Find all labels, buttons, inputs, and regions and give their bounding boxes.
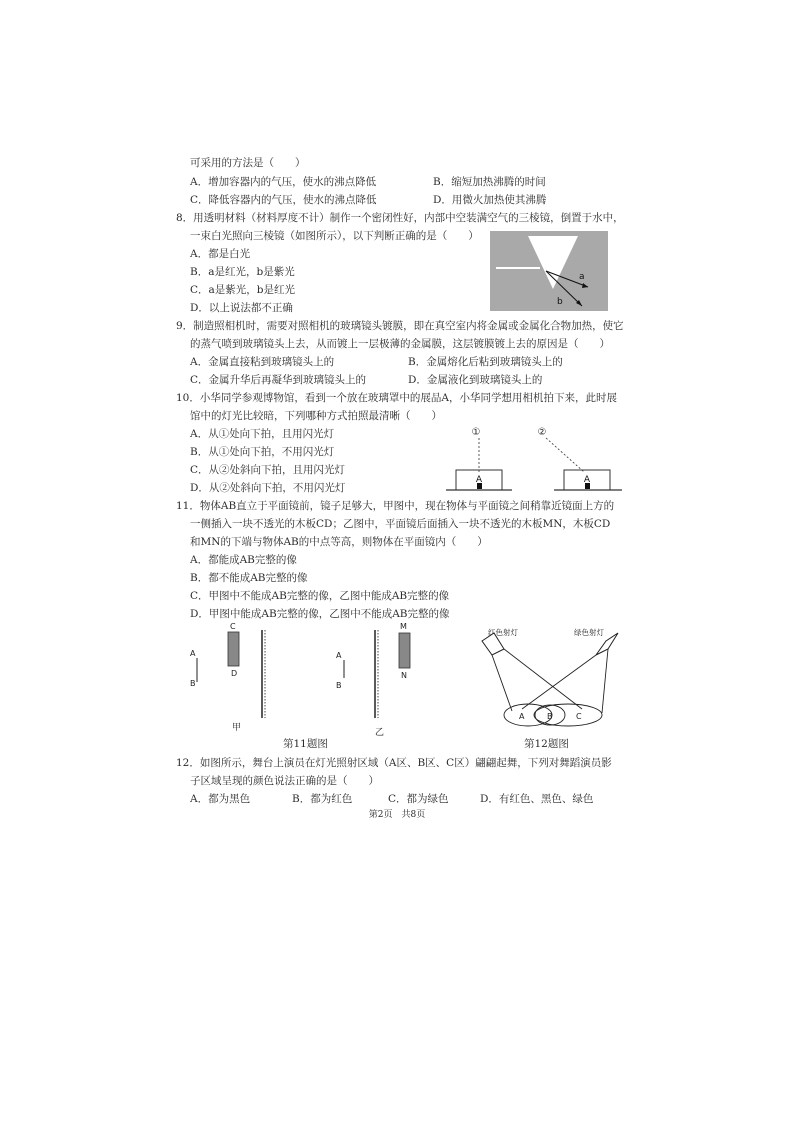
q12-option-d: D．有红色、黑色、绿色 bbox=[480, 793, 594, 805]
q10-exhibit-label-1: A bbox=[475, 475, 483, 485]
q8-option-c: C．a是紫光，b是红光 bbox=[190, 284, 296, 296]
q12-zone-a-label: A bbox=[519, 712, 525, 721]
q12-figure-caption: 第12题图 bbox=[524, 738, 569, 750]
q11-board-d-label: D bbox=[231, 669, 238, 678]
q11-board-c-label: C bbox=[230, 622, 236, 631]
q11-stem-line1: 11．物体AB直立于平面镜前，镜子足够大，甲图中，现在物体与平面镜之间稍靠近镜面上方的 bbox=[176, 500, 615, 512]
q10-option-c: C．从②处斜向下拍，且用闪光灯 bbox=[190, 464, 346, 476]
q9-option-a: A．金属直接粘到玻璃镜头上的 bbox=[190, 356, 335, 368]
q11-option-b: B．都不能成AB完整的像 bbox=[190, 572, 308, 584]
q11-yi-label: 乙 bbox=[375, 728, 385, 738]
q8-ray-b-label: b bbox=[557, 297, 563, 307]
q12-option-c: C．都为绿色 bbox=[388, 793, 449, 805]
q10-position-2-label: ② bbox=[537, 427, 547, 438]
q11-yi-point-b: B bbox=[336, 681, 342, 690]
q8-stem-line2: 一束白光照向三棱镜（如图所示），以下判断正确的是（ ） bbox=[190, 230, 479, 242]
q12-stem-line2: 子区域呈现的颜色说法正确的是（ ） bbox=[190, 775, 379, 787]
q9-option-b: B．金属熔化后粘到玻璃镜头上的 bbox=[408, 356, 563, 368]
q12-green-light-label: 绿色射灯 bbox=[574, 628, 604, 637]
q12-stem-line1: 12．如图所示，舞台上演员在灯光照射区域（A区、B区、C区）翩翩起舞，下列对舞蹈演员影 bbox=[176, 757, 612, 769]
q10-position-1-label: ① bbox=[471, 427, 481, 438]
q7-continuation: 可采用的方法是（ ） bbox=[190, 157, 306, 169]
q8-ray-a-label: a bbox=[579, 272, 585, 282]
q10-camera-figure bbox=[446, 422, 626, 494]
q11-stem-line2: 一侧插入一块不透光的木板CD；乙图中，平面镜后面插入一块不透光的木板MN，木板CD bbox=[190, 518, 611, 530]
q9-option-d: D．金属液化到玻璃镜头上的 bbox=[408, 374, 543, 386]
q11-jia-point-b: B bbox=[190, 679, 196, 688]
q12-option-a: A．都为黑色 bbox=[190, 793, 251, 805]
q11-board-m-label: M bbox=[400, 622, 407, 631]
q9-stem-line1: 9．制造照相机时，需要对照相机的玻璃镜头镀膜，即在真空室内将金属或金属化合物加热，使它 bbox=[176, 320, 624, 332]
q10-stem-line1: 10．小华同学参观博物馆，看到一个放在玻璃罩中的展品A，小华同学想用相机拍下来，此时展 bbox=[176, 392, 617, 404]
q10-stem-line2: 馆中的灯光比较暗，下列哪种方式拍照最清晰（ ） bbox=[190, 410, 442, 422]
q8-option-b: B．a是红光，b是紫光 bbox=[190, 266, 295, 278]
q10-option-d: D．从②处斜向下拍，不用闪光灯 bbox=[190, 482, 346, 494]
q7-option-b: B．缩短加热沸腾的时间 bbox=[433, 176, 546, 188]
q11-board-n-label: N bbox=[401, 671, 407, 680]
q11-jia-label: 甲 bbox=[232, 723, 242, 733]
q12-option-b: B．都为红色 bbox=[292, 793, 353, 805]
q11-jia-point-a: A bbox=[190, 649, 196, 658]
q11-stem-line3: 和MN的下端与物体AB的中点等高，则物体在平面镜内（ ） bbox=[190, 536, 488, 548]
q10-exhibit-label-2: A bbox=[583, 475, 591, 485]
q11-option-d: D．甲图中能成AB完整的像，乙图中不能成AB完整的像 bbox=[190, 608, 450, 620]
q10-option-b: B．从①处向下拍，不用闪光灯 bbox=[190, 446, 335, 458]
q8-option-a: A．都是白光 bbox=[190, 248, 251, 260]
q8-stem-line1: 8．用透明材料（材料厚度不计）制作一个密闭性好，内部中空装满空气的三棱镜，倒置于水中， bbox=[176, 212, 624, 224]
q7-option-a: A．增加容器内的气压，使水的沸点降低 bbox=[190, 176, 377, 188]
q11-yi-point-a: A bbox=[336, 651, 342, 660]
q7-option-c: C．降低容器内的气压，使水的沸点降低 bbox=[190, 194, 377, 206]
q8-option-d: D．以上说法都不正确 bbox=[190, 302, 293, 314]
q12-stage-lights-figure bbox=[470, 623, 630, 733]
q9-stem-line2: 的蒸气喷到玻璃镜头上去，从而镀上一层极薄的金属膜，这层镀膜镀上去的原因是（ ） bbox=[190, 338, 610, 350]
q11-figure-caption: 第11题图 bbox=[283, 738, 328, 750]
q8-prism-figure bbox=[490, 231, 608, 311]
q11-mirror-figure bbox=[186, 618, 431, 743]
page-footer: 第2页 共8页 bbox=[368, 810, 426, 820]
q11-option-c: C．甲图中不能成AB完整的像，乙图中能成AB完整的像 bbox=[190, 590, 450, 602]
q12-zone-c-label: C bbox=[576, 712, 582, 721]
q12-red-light-label: 红色射灯 bbox=[488, 628, 518, 637]
q9-option-c: C．金属升华后再凝华到玻璃镜头上的 bbox=[190, 374, 367, 386]
q10-option-a: A．从①处向下拍，且用闪光灯 bbox=[190, 428, 335, 440]
q11-option-a: A．都能成AB完整的像 bbox=[190, 554, 297, 566]
q7-option-d: D．用微火加热使其沸腾 bbox=[433, 194, 547, 206]
q12-zone-b-label: B bbox=[547, 712, 553, 721]
